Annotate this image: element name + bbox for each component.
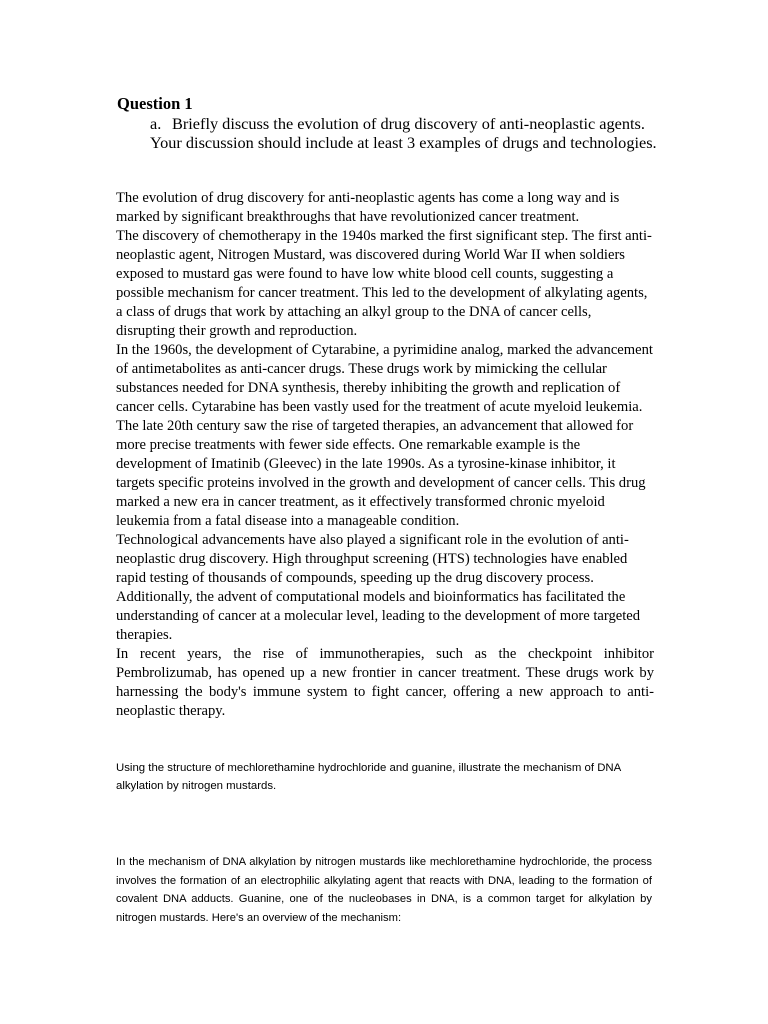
answer-paragraph-cytarabine: In the 1960s, the development of Cytarabine, a pyrimidine analog, marked the advancement of antimetabolites as anti-cancer drugs. These drugs work by mimicking the cellular substances needed for DNA synthesis, thereby inhibiting the growth and replication of cancer cells. Cytarabine has been vastly used for the treatment of acute myeloid leukemia. <box>116 342 653 415</box>
answer-body <box>116 189 654 721</box>
answer-paragraph-intro: The evolution of drug discovery for anti-neoplastic agents has come a long way and is marked by significant breakthroughs that have revolutionized cancer treatment. <box>116 190 620 225</box>
answer-paragraph-immunotherapy: In recent years, the rise of immunotherapies, such as the checkpoint inhibitor Pembrolizumab, has opened up a new frontier in cancer treatment. These drugs work by harnessing the body's immune system to fight cancer, offering a new approach to anti-neoplastic therapy. <box>116 646 654 719</box>
answer-paragraph-imatinib: The late 20th century saw the rise of targeted therapies, an advancement that allowed for more precise treatments with fewer side effects. One remarkable example is the development of Imatinib (Gleevec) in the late 1990s. As a tyrosine-kinase inhibitor, it targets specific proteins involved in the growth and development of cancer cells. This drug marked a new era in cancer treatment, as it effectively transformed chronic myeloid leukemia from a fatal disease into a manageable condition. <box>116 418 646 529</box>
answer-paragraph-chemotherapy: The discovery of chemotherapy in the 1940s marked the first significant step. The first anti-neoplastic agent, Nitrogen Mustard, was discovered during World War II when soldiers exposed to mustard gas were found to have low white blood cell counts, suggesting a possible mechanism for cancer treatment. This led to the development of alkylating agents, a class of drugs that work by attaching an alkyl group to the DNA of cancer cells, disrupting their growth and reproduction. <box>116 228 652 339</box>
question-prompt <box>150 114 660 152</box>
sub-question-text: Using the structure of mechlorethamine hydrochloride and guanine, illustrate the mechanism of DNA alkylation by nitrogen mustards. <box>116 762 621 792</box>
question-title: Question 1 <box>117 94 193 113</box>
mechanism-intro-text: In the mechanism of DNA alkylation by nitrogen mustards like mechlorethamine hydrochloride, the process involves the formation of an electrophilic alkylating agent that reacts with DNA, leading to the formation of covalent DNA adducts. Guanine, one of the nucleobases in DNA, is a common target for alkylation by nitrogen mustards. Here's an overview of the mechanism: <box>116 856 652 924</box>
answer-paragraph-technologies: Technological advancements have also played a significant role in the evolution of anti-neoplastic drug discovery. High throughput screening (HTS) technologies have enabled rapid testing of thousands of compounds, speeding up the drug discovery process. Additionally, the advent of computational models and bioinformatics has facilitated the understanding of cancer at a molecular level, leading to the development of more targeted therapies. <box>116 532 641 643</box>
question-prompt-label: a. <box>150 114 162 133</box>
question-prompt-text: Briefly discuss the evolution of drug discovery of anti-neoplastic agents. Your discussion should include at least 3 examples of drugs and technologies. <box>150 114 657 152</box>
